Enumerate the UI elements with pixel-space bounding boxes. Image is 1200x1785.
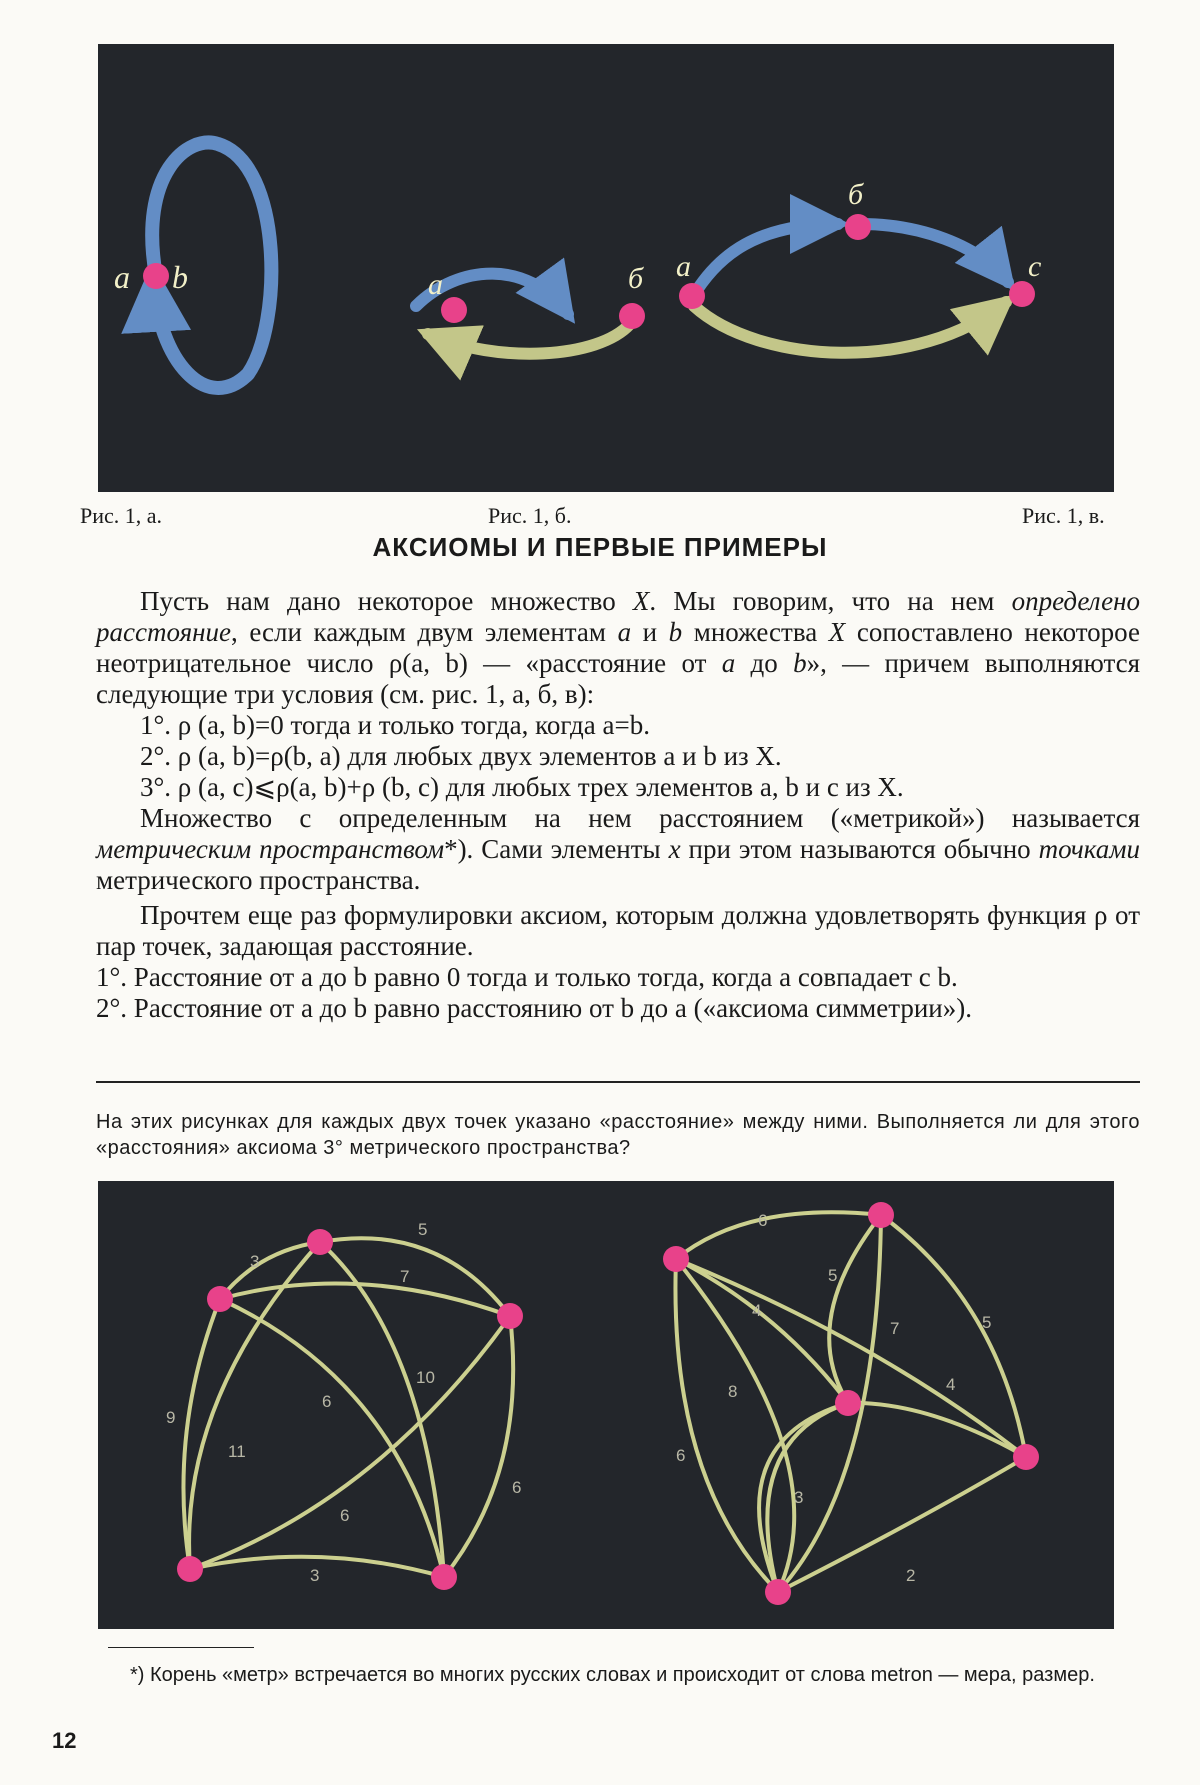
edge-label: 6 [340, 1506, 350, 1525]
edge-label: 8 [728, 1382, 738, 1401]
edge-label: 4 [946, 1375, 956, 1394]
figure-top [98, 44, 1114, 492]
figure-top-drawing [98, 44, 1114, 492]
left-node-bottom-left [177, 1556, 203, 1582]
arrow-b-a [428, 324, 630, 354]
caption-1c: Рис. 1, в. [1022, 503, 1105, 528]
footnote-rule [108, 1647, 254, 1648]
left-node-top [307, 1229, 333, 1255]
edge-label: 6 [512, 1478, 522, 1497]
footnote: *) Корень «метр» встречается во многих русских словах и происходит от слова metron — мера, размер. [130, 1664, 1095, 1686]
point-ab [143, 263, 169, 289]
edge-label: 3 [794, 1488, 804, 1507]
edge-label: 11 [228, 1442, 246, 1461]
left-node-left [207, 1286, 233, 1312]
loop-arrow [152, 143, 271, 388]
edge-label: 5 [828, 1266, 838, 1285]
edge-label: 7 [890, 1319, 900, 1338]
edge-label: 9 [166, 1408, 176, 1427]
right-node-bottom [765, 1579, 791, 1605]
point-b [619, 303, 645, 329]
figure-bottom [98, 1181, 1114, 1629]
axiom-3: 3°. ρ (a, c)⩽ρ(a, b)+ρ (b, c) для любых трех элементов a, b и c из X. [140, 772, 904, 802]
point-c-1c [1009, 281, 1035, 307]
paragraph-reformulate: Прочтем еще раз формулировки аксиом, которым должна удовлетворять функция ρ от пар точек, задающая расстояние. [96, 900, 1140, 961]
arrow-a-c-1c [694, 302, 1006, 353]
point-a [441, 297, 467, 323]
exercise-text: На этих рисунках для каждых двух точек указано «расстояние» между ними. Выполняется ли для этого «расстояния» аксиома 3° метрического пространства? [96, 1111, 1140, 1159]
graphs-drawing [98, 1181, 1114, 1629]
point-a-1c [679, 283, 705, 309]
caption-1a: Рис. 1, а. [80, 503, 163, 528]
label-b-1c: б [848, 178, 864, 211]
right-node-center [835, 1390, 861, 1416]
verbal-axiom-2: 2°. Расстояние от a до b равно расстоянию от b до a («аксиома симметрии»). [96, 993, 972, 1023]
edge-label: 3 [250, 1252, 260, 1271]
right-node-left [663, 1246, 689, 1272]
paragraph-definition: Пусть нам дано некоторое множество X. Мы говорим, что на нем определено расстояние, если каждым двум элементам a и b множества X сопоставлено некоторое неотрицательное число ρ(a, b) — «расстояние от a до b», — причем выполняются следующие три условия (см. рис. 1, а, б, в): [96, 586, 1141, 709]
left-node-bottom-right [431, 1564, 457, 1590]
caption-1b: Рис. 1, б. [488, 503, 572, 528]
edge-label: 6 [322, 1392, 332, 1411]
verbal-axiom-1: 1°. Расстояние от a до b равно 0 тогда и только тогда, когда a совпадает с b. [96, 962, 958, 992]
edge-label: 3 [310, 1566, 320, 1585]
main-text [96, 586, 1140, 1024]
edge-label: 6 [676, 1446, 686, 1465]
page-number: 12 [52, 1728, 77, 1753]
label-b: b [172, 259, 188, 295]
edge-label: 5 [982, 1313, 992, 1332]
label-b-1b: б [628, 262, 644, 295]
label-a-1c: a [676, 250, 691, 283]
arrow-a-b-1c [692, 224, 838, 298]
axiom-1: 1°. ρ (a, b)=0 тогда и только тогда, когда a=b. [140, 710, 650, 740]
divider [96, 1081, 1140, 1083]
right-node-right [1013, 1444, 1039, 1470]
label-c-1c: c [1028, 250, 1042, 283]
label-a: a [114, 259, 130, 295]
left-node-right [497, 1303, 523, 1329]
edge-label: 7 [400, 1267, 410, 1286]
right-node-top [868, 1202, 894, 1228]
axiom-2: 2°. ρ (a, b)=ρ(b, a) для любых двух элементов a и b из X. [140, 741, 782, 771]
point-b-1c [845, 214, 871, 240]
edge-label: 6 [758, 1211, 768, 1230]
label-a-1b: a [428, 268, 443, 301]
arrow-b-c-1c [860, 224, 1008, 282]
paragraph-metric-space: Множество с определенным на нем расстоянием («метрикой») называется метрическим пространством*). Сами элементы x при этом называются обычно точками метрического пространства. [96, 803, 1140, 895]
edge-label: 2 [906, 1566, 916, 1585]
edge-label: 4 [752, 1301, 762, 1320]
section-title: АКСИОМЫ И ПЕРВЫЕ ПРИМЕРЫ [372, 532, 828, 562]
edge-label: 10 [416, 1368, 435, 1387]
edge-label: 5 [418, 1220, 428, 1239]
